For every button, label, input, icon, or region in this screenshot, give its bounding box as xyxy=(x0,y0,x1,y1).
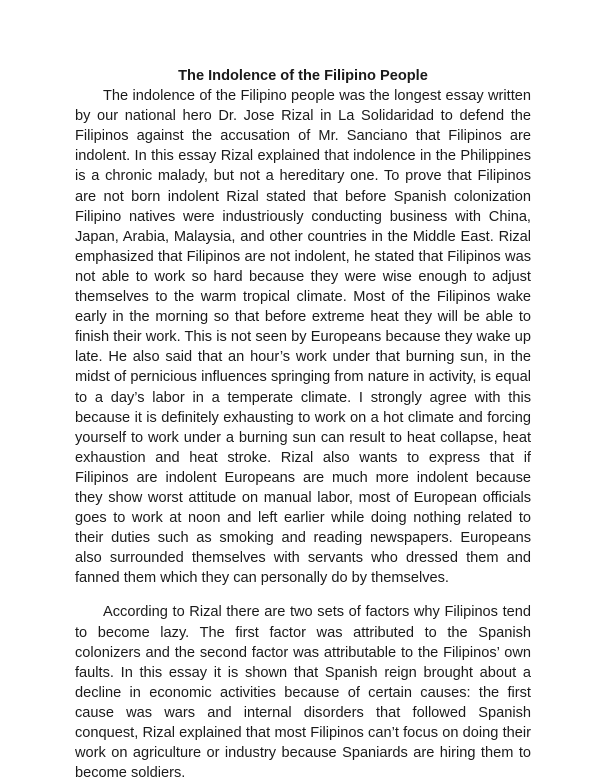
document-body xyxy=(75,66,531,783)
paragraph-1: The indolence of the Filipino people was the longest essay written by our national hero Dr. Jose Rizal in La Solidaridad to defend the Filipinos against the accusation of Mr. Sanciano that Filipinos are indolent. In this essay Rizal explained that indolence in the Philippines is a chronic malady, but not a hereditary one. To prove that Filipinos are not born indolent Rizal stated that before Spanish colonization Filipino natives were industriously conducting business with China, Japan, Arabia, Malaysia, and other countries in the Middle East. Rizal emphasized that Filipinos are not indolent, he stated that Filipinos was not able to work so hard because they were wise enough to adjust themselves to the warm tropical climate. Most of the Filipinos wake early in the morning so that before extreme heat they will be able to finish their work. This is not seen by Europeans because they wake up late. He also said that an hour’s work under that burning sun, in the midst of pernicious influences springing from nature in activity, is equal to a day’s labor in a temperate climate. I strongly agree with this because it is definitely exhausting to work on a hot climate and forcing yourself to work under a burning sun can result to heat collapse, heat exhaustion and heat stroke. Rizal also wants to express that if Filipinos are indolent Europeans are much more indolent because they show worst attitude on manual labor, most of European officials goes to work at noon and left earlier while doing nothing related to their duties such as smoking and reading newspapers. Europeans also surrounded themselves with servants who dressed them and fanned them which they can personally do by themselves. xyxy=(75,88,531,587)
document-title: The Indolence of the Filipino People xyxy=(178,68,428,84)
paragraph-2: According to Rizal there are two sets of factors why Filipinos tend to become lazy. The first factor was attributed to the Spanish colonizers and the second factor was attributable to the Filipinos’ own faults. In this essay it is shown that Spanish reign brought about a decline in economic activities because of certain causes: the first cause was wars and internal disorders that followed Spanish conquest, Rizal explained that most Filipinos can’t focus on doing their work on agriculture or industry because Spaniards are hiring them to become soldiers. xyxy=(75,604,531,782)
